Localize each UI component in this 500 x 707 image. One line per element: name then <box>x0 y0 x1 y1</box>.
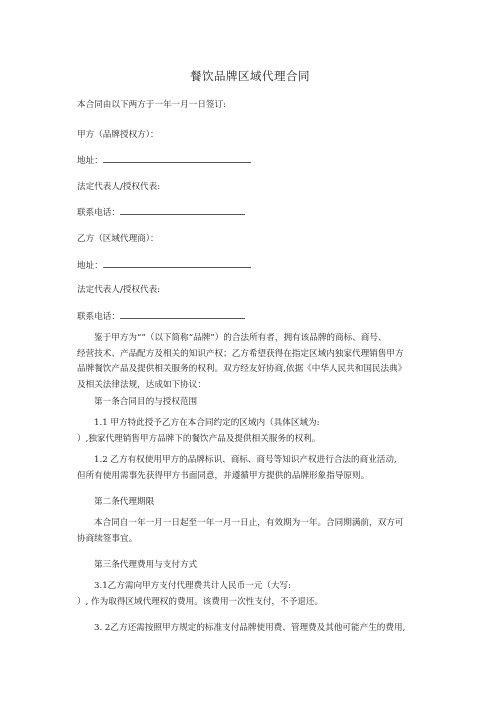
clause-line: ）,独家代理销售甲方品牌下的餐饮产品及提供相关服务的权利。 <box>77 433 321 444</box>
preamble-paragraph <box>77 331 432 393</box>
preamble-line: 鉴于甲方为“”（以下简称“品牌”）的合法所有者，拥有该品牌的商标、商号、 <box>94 333 387 343</box>
article-2-body <box>77 516 432 547</box>
clause-1-2 <box>77 453 432 484</box>
party-b-address-label: 地址： <box>77 261 103 271</box>
clause-line: 协商续签事宜。 <box>77 533 138 544</box>
clause-line: 1.1 甲方特此授予乙方在本合同约定的区域内（具体区域为: <box>94 418 320 428</box>
clause-3-2 <box>77 621 432 637</box>
clause-3-1 <box>77 579 432 610</box>
clause-1-1 <box>77 416 432 447</box>
party-a-phone <box>77 205 245 219</box>
article-1-heading: 第一条合同目的与授权范围 <box>94 397 198 407</box>
preamble-line: 及相关法律法规，达成如下协议： <box>77 379 206 390</box>
contract-title: 餐饮品牌区域代理合同 <box>190 69 310 83</box>
party-b-address <box>77 258 251 272</box>
party-a-address-blank <box>103 153 251 163</box>
party-b-phone <box>77 309 245 323</box>
clause-line: 但所有使用需事先获得甲方书面同意，并遵循甲方提供的品牌形象指导原则。 <box>77 470 370 481</box>
preamble-line: 经营技术、产品配方及相关的知识产权；乙方希望获得在指定区域内独家代理销售甲方 <box>77 348 404 359</box>
party-b-address-blank <box>103 258 251 268</box>
article-3-heading: 第三条代理费用与支付方式 <box>94 560 198 570</box>
party-a-label: 甲方（品牌授权方）： <box>77 130 159 140</box>
clause-line: 3.1乙方需向甲方支付代理费共计人民币一元（大写: <box>94 581 292 591</box>
clause-line: 3. 2乙方还需按照甲方规定的标准支付品牌使用费、管理费及其他可能产生的费用, <box>94 623 406 633</box>
party-b-rep-label: 法定代表人/授权代表: <box>77 285 161 295</box>
clause-line: 本合同自一年一月一日起至一年一月一日止，有效期为一年。合同期满前，双方可 <box>94 518 404 528</box>
clause-line: ）, 作为取得区域代理权的费用。该费用一次性支付，不予退还。 <box>77 596 324 607</box>
preamble-line: 品牌餐饮产品及提供相关服务的权利。双方经友好协商,依据《中华人民共和国民法典》 <box>77 364 407 374</box>
party-a-address-label: 地址： <box>77 156 103 166</box>
party-a-address <box>77 153 251 167</box>
party-a-phone-blank <box>120 205 245 215</box>
party-a-rep-label: 法定代表人/授权代表: <box>77 182 161 192</box>
party-b-label: 乙方（区域代理商）： <box>77 234 159 244</box>
clause-line: 1.2 乙方有权使用甲方的品牌标识、商标、商号等知识产权进行合法的商业活动, <box>94 455 397 465</box>
party-b-phone-blank <box>120 309 245 319</box>
contract-intro: 本合同由以下两方于一年一月一日签订: <box>77 100 226 110</box>
party-b-phone-label: 联系电话： <box>77 312 120 322</box>
article-2-heading: 第二条代理期限 <box>94 497 155 507</box>
party-a-phone-label: 联系电话： <box>77 208 120 218</box>
